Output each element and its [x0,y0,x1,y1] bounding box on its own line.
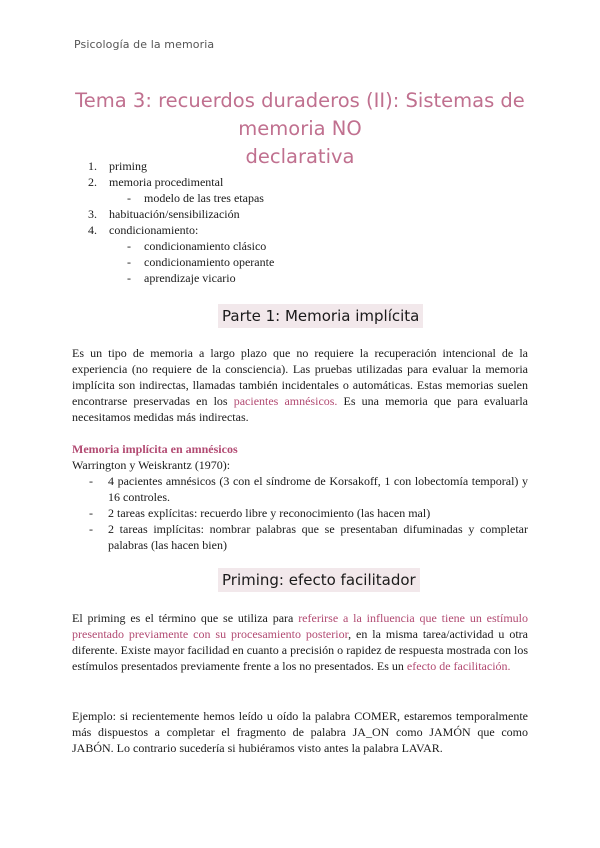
dash-bullet: - [89,522,93,536]
toc-sublabel: aprendizaje vicario [144,271,236,285]
intro-paragraph [72,345,528,425]
list-item-text: 4 pacientes amnésicos (3 con el síndrome de Korsakoff, 1 con lobectomía temporal) y 16 controles. [108,474,528,504]
section-heading-priming: Priming: efecto facilitador [218,568,420,592]
paragraph-text: El priming es el término que se utiliza para [72,611,299,625]
dash-bullet: - [89,506,93,520]
section-heading-memoria-implicita: Parte 1: Memoria implícita [218,304,423,328]
title-line-2: declarativa [245,145,355,169]
list-item-text: 2 tareas explícitas: recuerdo libre y reconocimiento (las hacen mal) [108,506,431,520]
list-item [86,473,528,505]
highlighted-term: pacientes amnésicos. [233,394,338,408]
toc-label: memoria procedimental [109,175,224,189]
toc-item [88,158,274,174]
toc-number: 3. [88,207,97,221]
list-item-text: 2 tareas implícitas: nombrar palabras que se presentaban difuminadas y completar palabras (las hacen bien) [108,522,528,552]
paragraph-text: , en la misma tarea/actividad u otra diferente. Existe mayor facilidad en cuanto a precisión o rapidez de respuesta mostrada con los estímulos presentados previamente frente a los no presentados. Es un [72,627,528,673]
toc-label: habituación/sensibilización [109,207,240,221]
toc-sublabel: condicionamiento clásico [144,239,267,253]
toc-sublabel: modelo de las tres etapas [144,191,264,205]
dash-bullet: - [127,191,131,205]
list-item [86,521,528,553]
toc-item [88,206,274,222]
list-item [86,505,528,521]
paragraph-text: Es un tipo de memoria a largo plazo que no requiere la recuperación intencional de la experiencia (no requiere de la consciencia). Las pruebas utilizadas para evaluar la memoria implícita son indirectas, llamadas también incidentales o automáticas. Estas memorias suelen encontrarse preservadas en los [72,346,528,408]
subheading-amnesicos: Memoria implícita en amnésicos [72,442,238,456]
toc-subitem [88,270,274,286]
dash-bullet: - [127,239,131,253]
toc-item [88,222,274,238]
study-reference: Warrington y Weiskrantz (1970): [72,458,231,472]
toc-number: 1. [88,159,97,173]
toc-number: 4. [88,223,97,237]
table-of-contents [88,158,274,286]
toc-label: priming [109,159,147,173]
dash-bullet: - [89,474,93,488]
title-line-1: Tema 3: recuerdos duraderos (II): Sistemas de memoria NO [75,89,525,141]
toc-subitem [88,254,274,270]
toc-item [88,174,274,190]
dash-bullet: - [127,255,131,269]
paragraph-text: Es una memoria que para evaluarla necesitamos medidas más indirectas. [72,394,528,424]
toc-sublabel: condicionamiento operante [144,255,275,269]
highlighted-term: referirse a la influencia que tiene un estímulo presentado previamente con su procesamiento posterior [72,611,528,641]
running-header: Psicología de la memoria [74,38,215,51]
dash-bullet: - [127,271,131,285]
priming-paragraph [72,610,528,674]
highlighted-term: efecto de facilitación. [406,659,511,673]
study-bullet-list [86,473,528,553]
example-paragraph: Ejemplo: si recientemente hemos leído u oído la palabra COMER, estaremos temporalmente más dispuestos a completar el fragmento de palabra JA_ON como JAMÓN que como JABÓN. Lo contrario sucedería si hubiéramos visto antes la palabra LAVAR. [72,709,528,755]
toc-subitem [88,238,274,254]
toc-subitem [88,190,274,206]
toc-label: condicionamiento: [109,223,199,237]
toc-number: 2. [88,175,97,189]
